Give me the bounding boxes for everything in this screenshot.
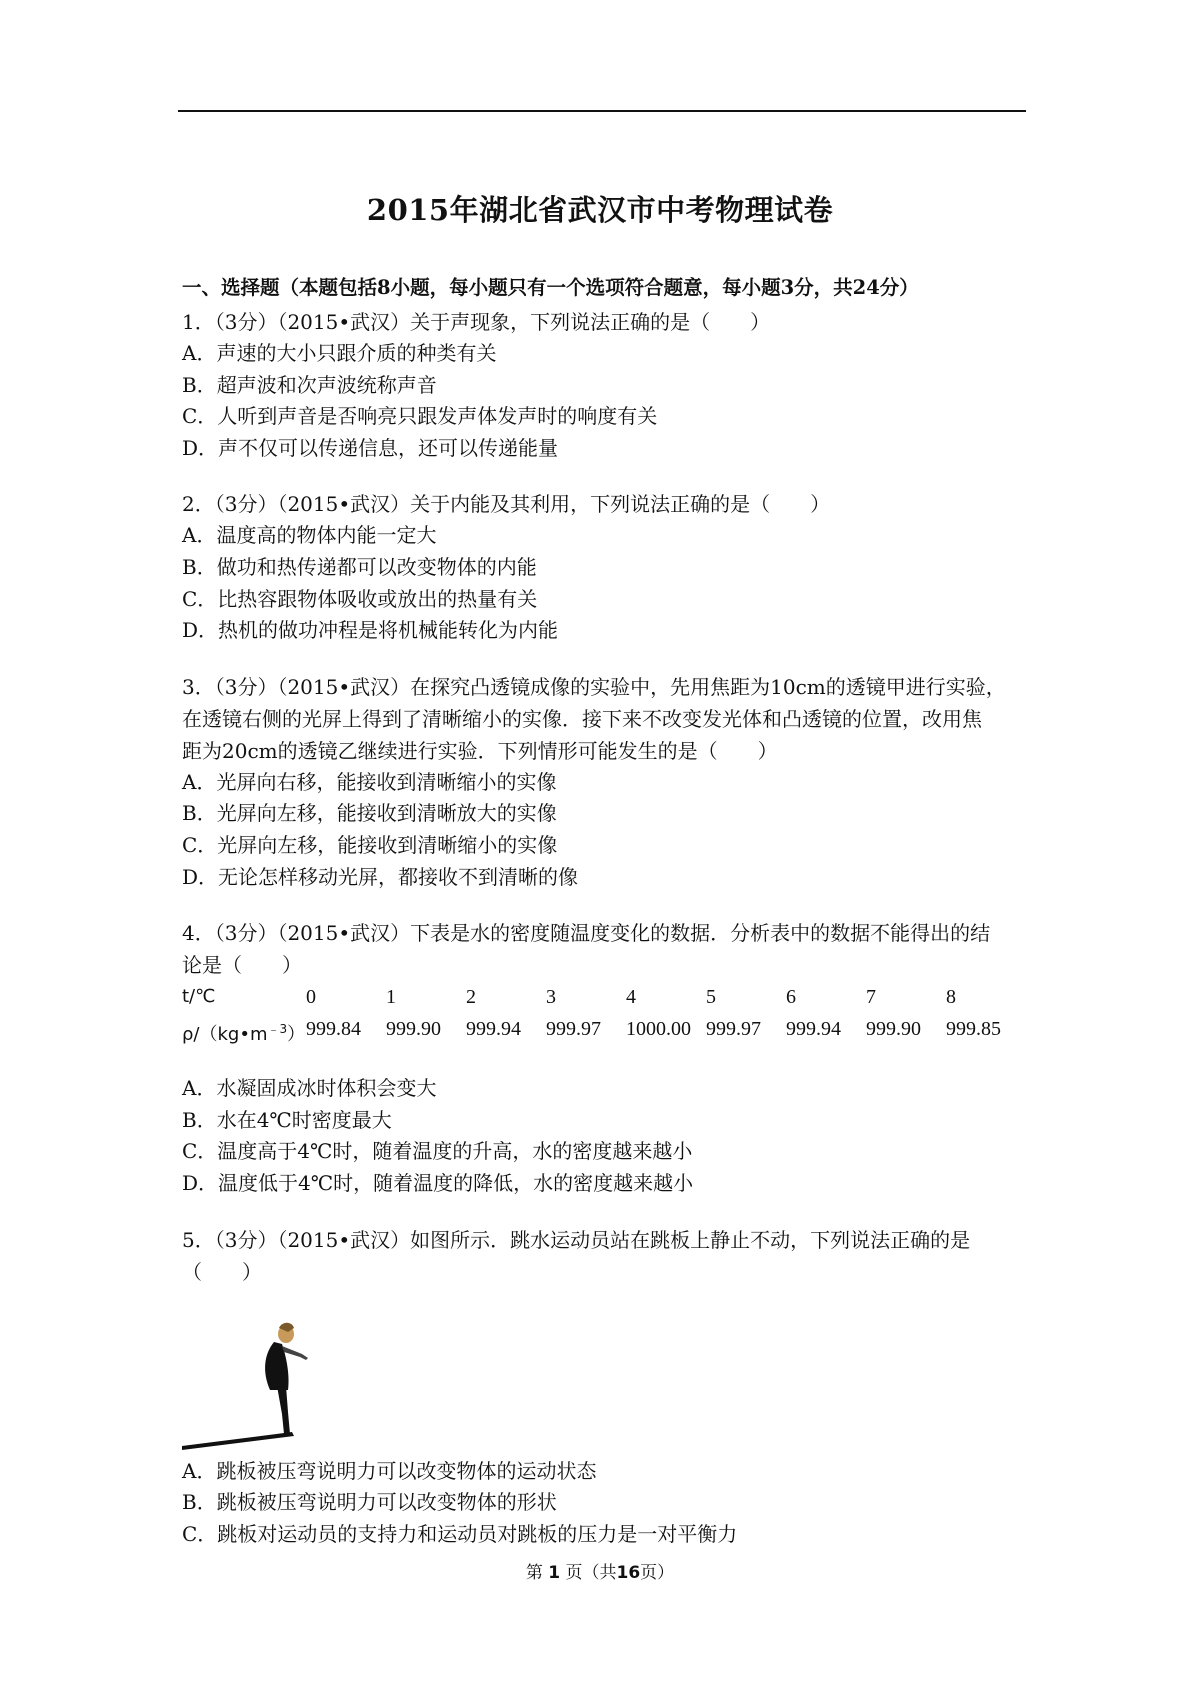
density-header — [182, 1013, 306, 1051]
option-b: B．超声波和次声波统称声音 — [182, 372, 437, 397]
option-d: D．温度低于4℃时，随着温度的降低，水的密度越来越小 — [182, 1170, 694, 1195]
temperature-cell: 7 — [866, 986, 876, 1009]
density-cell: 999.94 — [466, 1018, 521, 1041]
density-cell: 1000.00 — [626, 1018, 691, 1041]
temperature-header: t/℃ — [182, 986, 216, 1008]
option-b: B．做功和热传递都可以改变物体的内能 — [182, 554, 537, 579]
temperature-cell: 8 — [946, 986, 956, 1009]
density-row — [182, 1013, 1030, 1051]
option-d: D．声不仅可以传递信息，还可以传递能量 — [182, 435, 559, 460]
question-5 — [182, 1224, 1030, 1551]
temperature-row — [182, 981, 1030, 1013]
page-total: 16 — [616, 1563, 641, 1583]
question-stem-line: 在透镜右侧的光屏上得到了清晰缩小的实像．接下来不改变发光体和凸透镜的位置，改用焦 — [182, 706, 982, 731]
option-b: B．跳板被压弯说明力可以改变物体的形状 — [182, 1490, 557, 1515]
option-a: A．跳板被压弯说明力可以改变物体的运动状态 — [182, 1458, 597, 1483]
density-cell: 999.97 — [546, 1018, 601, 1041]
question-4 — [182, 917, 1030, 1199]
question-3 — [182, 671, 1030, 893]
density-header-close: ） — [287, 1024, 306, 1046]
density-table — [182, 981, 1030, 1051]
option-b: B．光屏向左移，能接收到清晰放大的实像 — [182, 801, 557, 826]
question-stem-line: 3．（3分）（2015•武汉）在探究凸透镜成像的实验中，先用焦距为10cm的透镜甲进行实验， — [182, 674, 1006, 699]
temperature-cell: 6 — [786, 986, 796, 1009]
exam-content — [182, 272, 1030, 1550]
question-stem-line: 论是（ ） — [182, 953, 302, 978]
diver-on-springboard-image — [182, 1294, 322, 1454]
question-stem-line: 4．（3分）（2015•武汉）下表是水的密度随温度变化的数据．分析表中的数据不能得出的结 — [182, 921, 991, 946]
option-c: C．比热容跟物体吸收或放出的热量有关 — [182, 586, 538, 611]
question-stem: 1．（3分）（2015•武汉）关于声现象，下列说法正确的是（ ） — [182, 310, 771, 334]
temperature-cell: 5 — [706, 986, 716, 1009]
density-header-exponent: ﹣3 — [267, 1022, 288, 1037]
temperature-cell: 2 — [466, 986, 476, 1009]
density-cell: 999.84 — [306, 1018, 361, 1041]
density-cell: 999.90 — [866, 1018, 921, 1041]
density-cell: 999.90 — [386, 1018, 441, 1041]
diver-figure — [182, 1294, 322, 1454]
option-c: C．人听到声音是否响亮只跟发声体发声时的响度有关 — [182, 404, 658, 429]
temperature-cell: 1 — [386, 986, 396, 1009]
option-d: D．无论怎样移动光屏，都接收不到清晰的像 — [182, 864, 579, 889]
option-a: A．水凝固成冰时体积会变大 — [182, 1076, 437, 1101]
option-a: A．温度高的物体内能一定大 — [182, 523, 437, 548]
temperature-cell: 4 — [626, 986, 636, 1009]
option-a: A．光屏向右移，能接收到清晰缩小的实像 — [182, 769, 557, 794]
density-cell: 999.97 — [706, 1018, 761, 1041]
option-c: C．光屏向左移，能接收到清晰缩小的实像 — [182, 832, 558, 857]
density-cell: 999.85 — [946, 1018, 1001, 1041]
density-cell: 999.94 — [786, 1018, 841, 1041]
temperature-cell: 3 — [546, 986, 556, 1009]
question-stem: 2．（3分）（2015•武汉）关于内能及其利用，下列说法正确的是（ ） — [182, 492, 831, 517]
page-title: 2015年湖北省武汉市中考物理试卷 — [366, 193, 834, 227]
question-stem-line: 距为20cm的透镜乙继续进行实验．下列情形可能发生的是（ ） — [182, 738, 778, 763]
page-number: 1 — [548, 1563, 561, 1583]
option-b: B．水在4℃时密度最大 — [182, 1107, 392, 1132]
footer-text: 页） — [640, 1563, 675, 1583]
temperature-cell: 0 — [306, 986, 316, 1009]
question-stem: 5．（3分）（2015•武汉）如图所示．跳水运动员站在跳板上静止不动，下列说法正确的是（ ） — [182, 1227, 971, 1284]
question-2 — [182, 488, 1030, 646]
option-c: C．温度高于4℃时，随着温度的升高，水的密度越来越小 — [182, 1139, 693, 1164]
footer-text: 页（共 — [565, 1563, 617, 1583]
option-d: D．热机的做功冲程是将机械能转化为内能 — [182, 618, 559, 643]
header-rule — [178, 110, 1026, 112]
footer-text: 第 — [525, 1563, 543, 1583]
page-footer — [0, 1558, 1200, 1583]
option-a: A．声速的大小只跟介质的种类有关 — [182, 341, 497, 365]
question-1 — [182, 306, 1030, 464]
section-heading: 一、选择题（本题包括8小题，每小题只有一个选项符合题意，每小题3分，共24分） — [182, 276, 919, 299]
option-c: C．跳板对运动员的支持力和运动员对跳板的压力是一对平衡力 — [182, 1521, 738, 1546]
density-header-text: ρ/（kg•m — [182, 1024, 268, 1046]
